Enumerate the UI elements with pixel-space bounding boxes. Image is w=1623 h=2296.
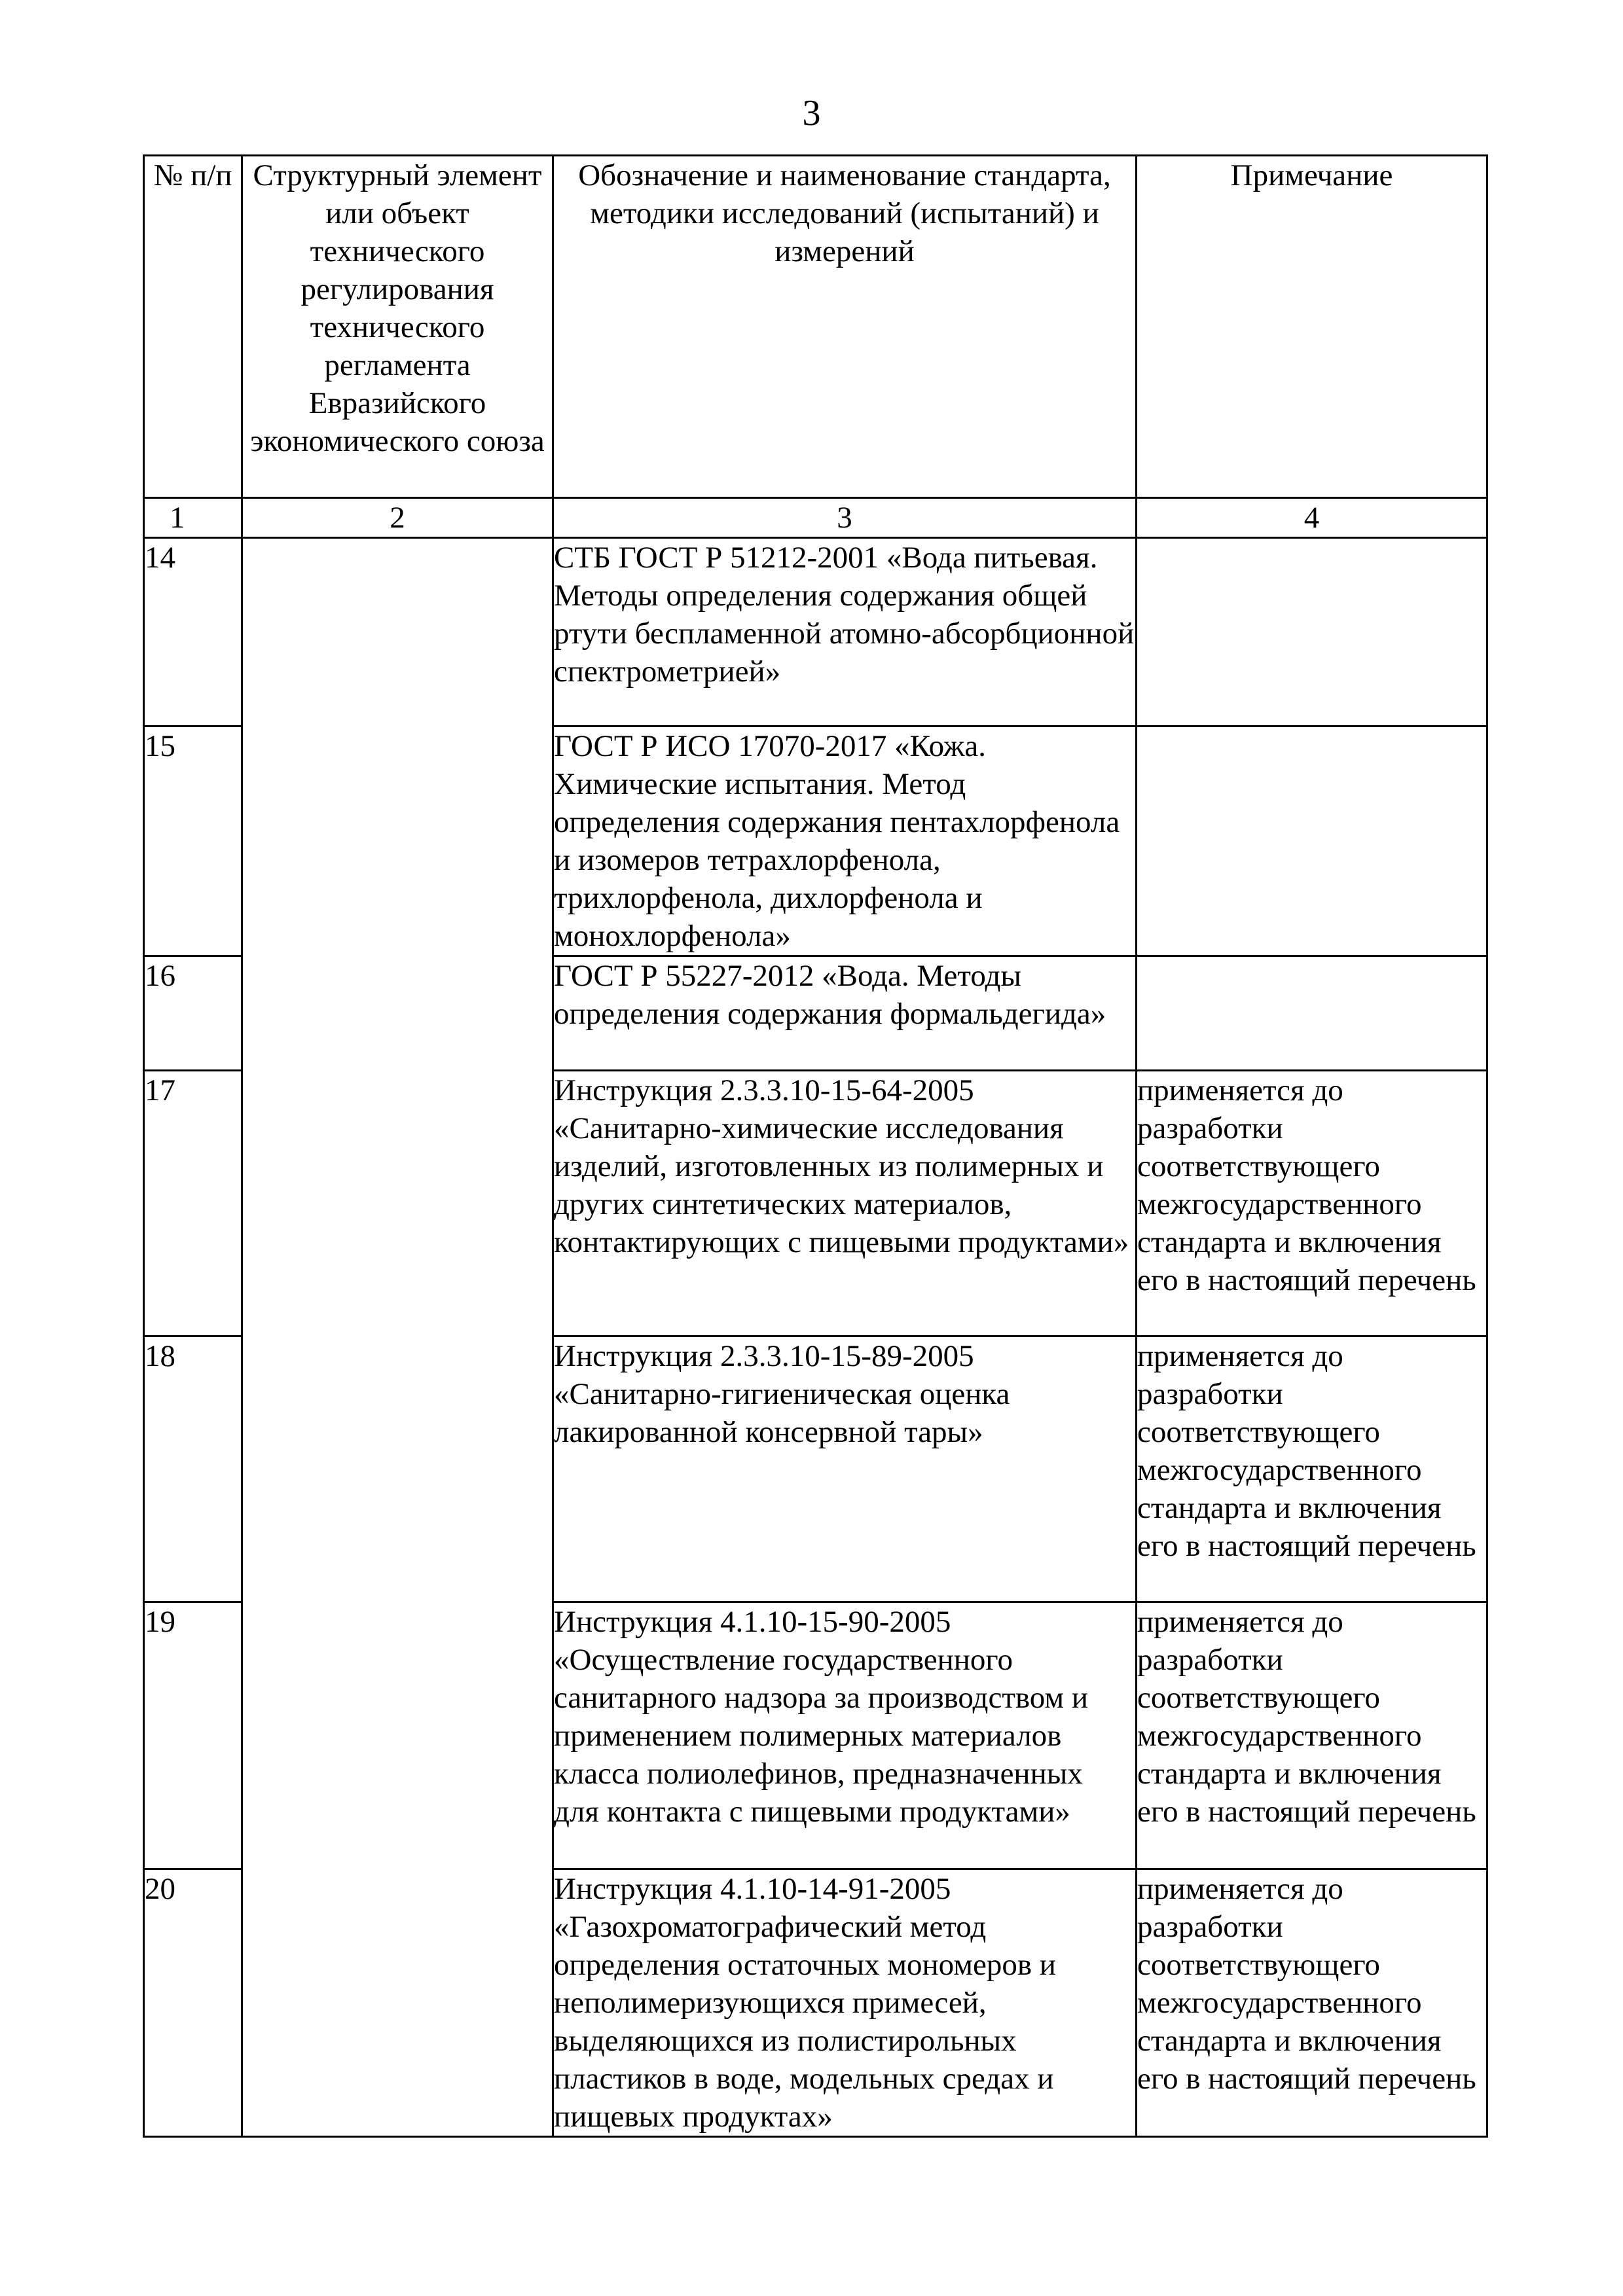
row-number: 17 (144, 1071, 242, 1336)
row-number: 14 (144, 538, 242, 726)
standard-cell: ГОСТ Р 55227-2012 «Вода. Методы определения содержания формальдегида» (553, 956, 1137, 1071)
note-cell: применяется до разработки соответствующего межгосударственного стандарта и включения его в настоящий перечень (1137, 1602, 1487, 1869)
note-cell (1137, 956, 1487, 1071)
standard-cell: Инструкция 2.3.3.10-15-89-2005 «Санитарно-гигиеническая оценка лакированной консервной тары» (553, 1336, 1137, 1602)
column-number-row (144, 498, 1487, 538)
row-number: 20 (144, 1869, 242, 2137)
header-standard: Обозначение и наименование стандарта, методики исследований (испытаний) и измерений (553, 156, 1137, 498)
structural-element-cell (242, 538, 553, 2137)
page-number: 3 (802, 93, 821, 134)
row-number: 16 (144, 956, 242, 1071)
standard-cell: Инструкция 4.1.10-15-90-2005 «Осуществление государственного санитарного надзора за производством и применением полимерных материалов класса полиолефинов, предназначенных для контакта с пищевыми продуктами» (553, 1602, 1137, 1869)
note-cell: применяется до разработки соответствующего межгосударственного стандарта и включения его в настоящий перечень (1137, 1071, 1487, 1336)
note-cell (1137, 726, 1487, 956)
header-note: Примечание (1137, 156, 1487, 498)
table-header-row (144, 156, 1487, 498)
column-number: 1 (144, 498, 242, 538)
column-number: 3 (553, 498, 1137, 538)
note-cell: применяется до разработки соответствующего межгосударственного стандарта и включения его в настоящий перечень (1137, 1869, 1487, 2137)
row-number: 18 (144, 1336, 242, 1602)
standard-cell: Инструкция 4.1.10-14-91-2005 «Газохроматографический метод определения остаточных мономеров и неполимеризующихся примесей, выделяющихся из полистирольных пластиков в воде, модельных средах и пищевых продуктах» (553, 1869, 1137, 2137)
header-structural-element: Структурный элемент или объект технического регулирования технического регламента Евразийского экономического союза (242, 156, 553, 498)
standard-cell: Инструкция 2.3.3.10-15-64-2005 «Санитарно-химические исследования изделий, изготовленных из полимерных и других синтетических материалов, контактирующих с пищевыми продуктами» (553, 1071, 1137, 1336)
row-number: 19 (144, 1602, 242, 1869)
column-number: 4 (1137, 498, 1487, 538)
standard-cell: СТБ ГОСТ Р 51212-2001 «Вода питьевая. Методы определения содержания общей ртути беспламенной атомно-абсорбционной спектрометрией» (553, 538, 1137, 726)
note-cell: применяется до разработки соответствующего межгосударственного стандарта и включения его в настоящий перечень (1137, 1336, 1487, 1602)
column-number: 2 (242, 498, 553, 538)
standards-table (143, 154, 1488, 2138)
standard-cell: ГОСТ Р ИСО 17070-2017 «Кожа. Химические испытания. Метод определения содержания пентахлорфенола и изомеров тетрахлорфенола, трихлорфенола, дихлорфенола и монохлорфенола» (553, 726, 1137, 956)
row-number: 15 (144, 726, 242, 956)
note-cell (1137, 538, 1487, 726)
table-row (144, 538, 1487, 726)
header-number: № п/п (144, 156, 242, 498)
